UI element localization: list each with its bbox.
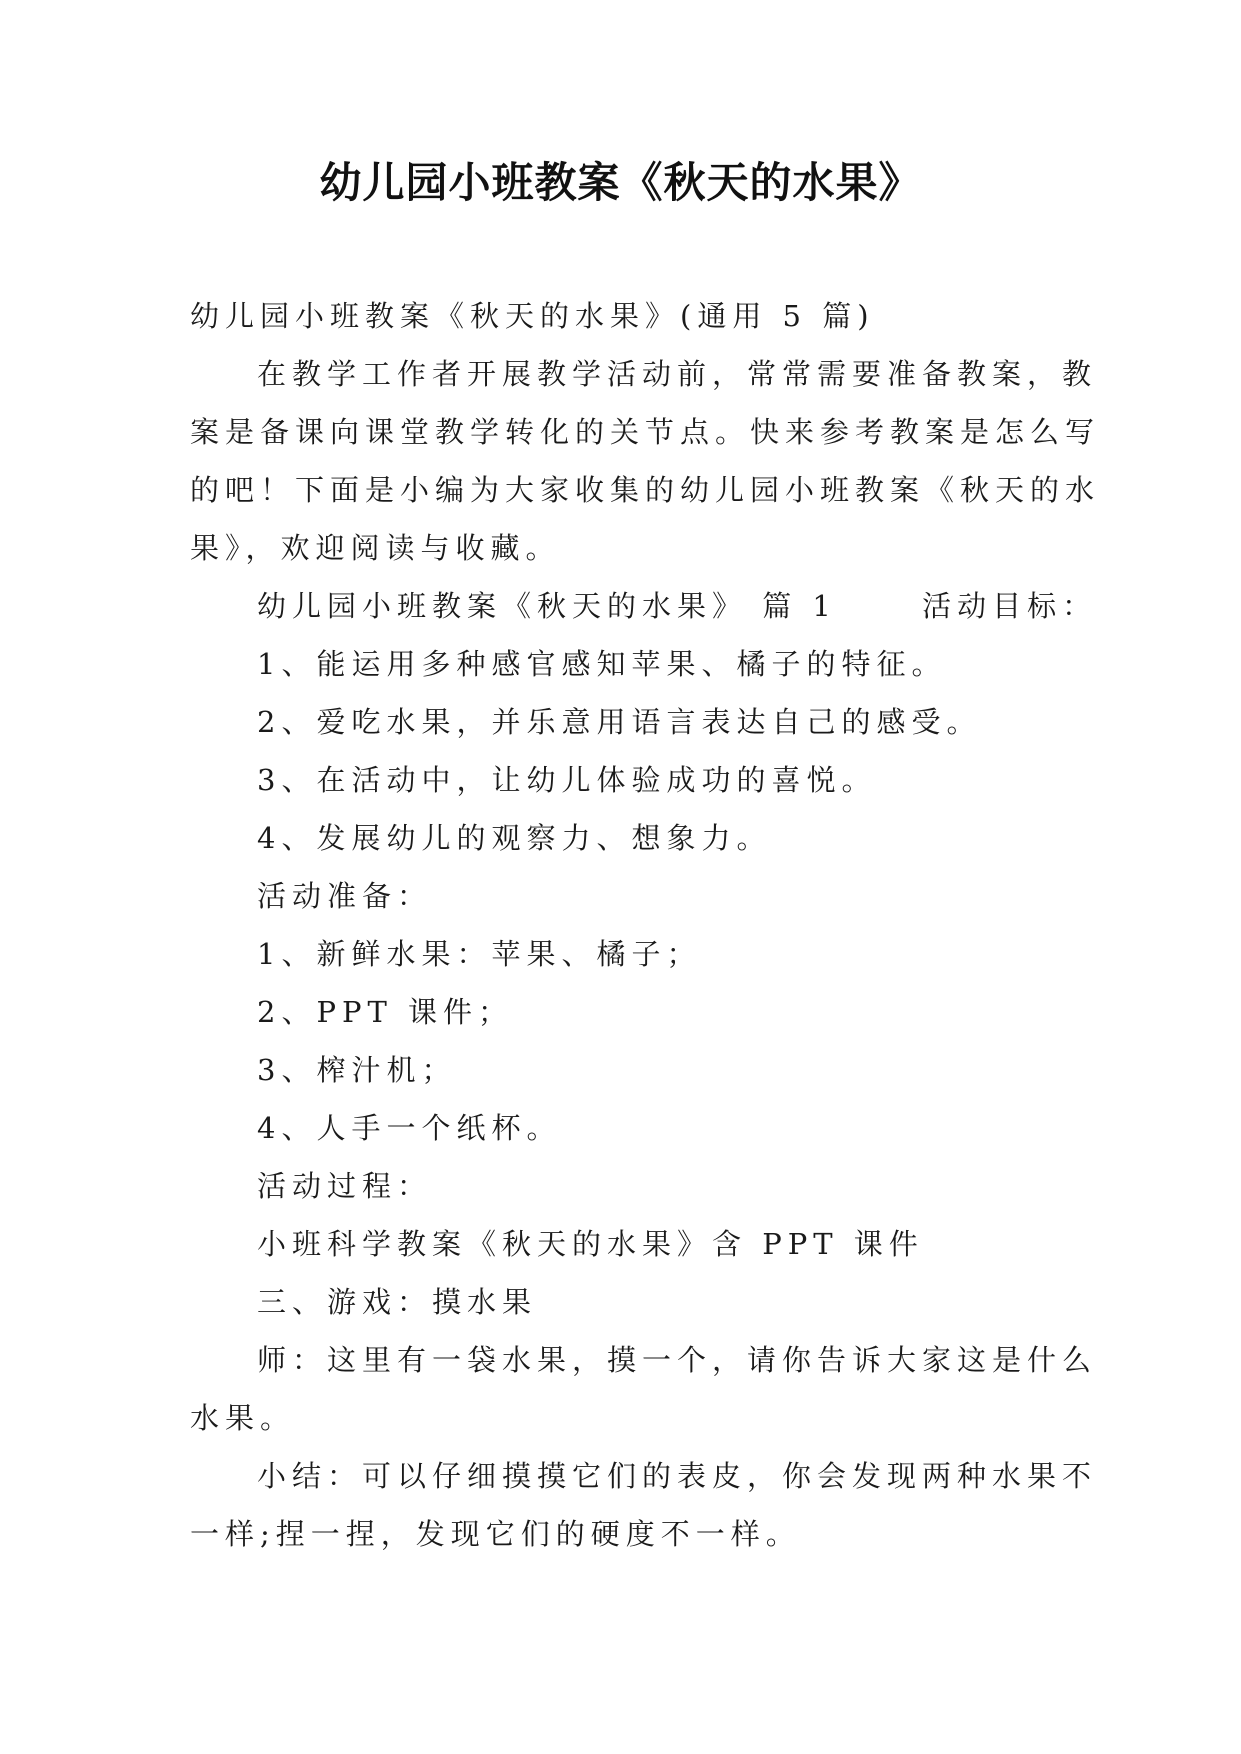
list-item: 3、榨汁机；	[257, 1053, 457, 1087]
list-item: 4、人手一个纸杯。	[257, 1111, 562, 1145]
section-heading: 活动准备：	[257, 879, 433, 913]
body-line: 的吧！下面是小编为大家收集的幼儿园小班教案《秋天的水	[190, 473, 1101, 507]
list-item: 2、PPT 课件；	[257, 995, 514, 1029]
document-title: 幼儿园小班教案《秋天的水果》	[319, 158, 922, 207]
body-line: 在教学工作者开展教学活动前，常常需要准备教案，教	[257, 357, 1098, 391]
list-item: 3、在活动中，让幼儿体验成功的喜悦。	[257, 763, 877, 797]
body-line: 小结：可以仔细摸摸它们的表皮，你会发现两种水果不	[257, 1459, 1098, 1493]
list-item: 1、新鲜水果：苹果、橘子；	[257, 937, 702, 971]
subtitle-line: 幼儿园小班教案《秋天的水果》(通用 5 篇)	[190, 299, 875, 333]
section-heading: 活动过程：	[257, 1169, 433, 1203]
list-item: 4、发展幼儿的观察力、想象力。	[257, 821, 772, 855]
list-item: 1、能运用多种感官感知苹果、橘子的特征。	[257, 647, 947, 681]
list-item: 2、爱吃水果，并乐意用语言表达自己的感受。	[257, 705, 982, 739]
section-heading: 幼儿园小班教案《秋天的水果》 篇 1 活动目标：	[257, 589, 1098, 623]
body-line: 案是备课向课堂教学转化的关节点。快来参考教案是怎么写	[190, 415, 1101, 449]
body-line: 果》，欢迎阅读与收藏。	[190, 531, 561, 565]
body-line: 三、游戏：摸水果	[257, 1285, 538, 1319]
body-line: 小班科学教案《秋天的水果》含 PPT 课件	[257, 1227, 924, 1261]
body-line: 一样;捏一捏，发现它们的硬度不一样。	[190, 1517, 801, 1551]
body-line: 师：这里有一袋水果，摸一个，请你告诉大家这是什么	[257, 1343, 1098, 1377]
body-line: 水果。	[190, 1401, 296, 1435]
